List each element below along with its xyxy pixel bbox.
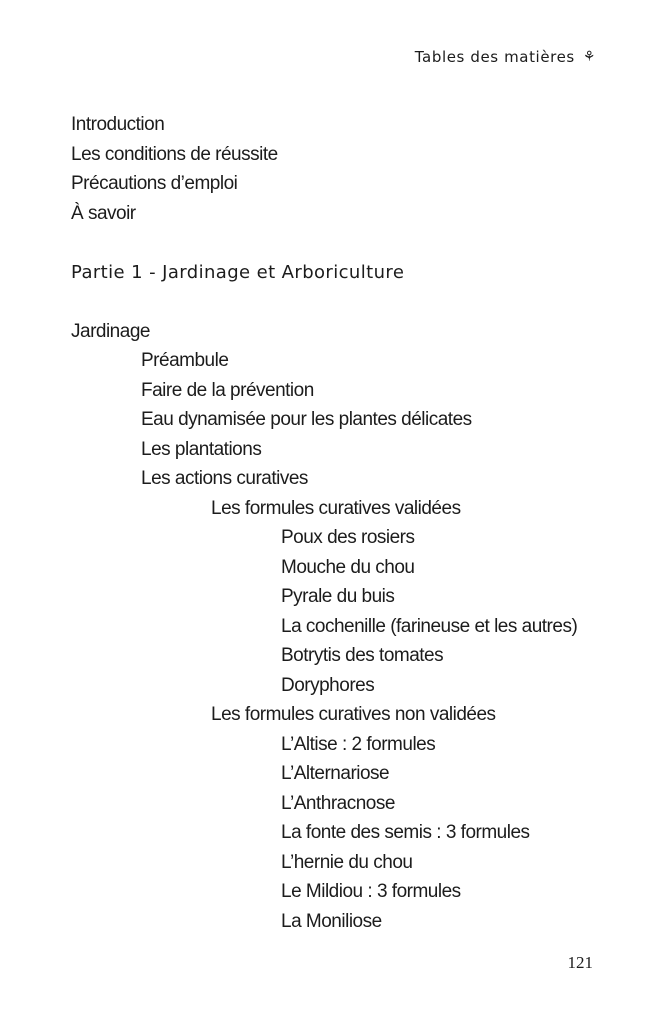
toc-entry-fonte-semis: La fonte des semis : 3 formules xyxy=(281,822,530,843)
running-header-title: Tables des matières xyxy=(414,48,575,66)
toc-entry-hernie-chou: L’hernie du chou xyxy=(281,851,413,873)
leaf-ornament-icon: ⚘ xyxy=(582,49,596,65)
toc-entry-cochenille: La cochenille (farineuse et les autres) xyxy=(281,615,578,637)
toc-entry-eau-dynamisee: Eau dynamisée pour les plantes délicates xyxy=(141,409,472,430)
table-of-contents xyxy=(71,110,611,936)
toc-entry-moniliose: La Moniliose xyxy=(281,910,382,932)
toc-entry-introduction: Introduction xyxy=(71,114,165,135)
toc-entry-botrytis: Botrytis des tomates xyxy=(281,645,444,666)
toc-entry-alternariose: L’Alternariose xyxy=(281,763,390,784)
toc-subsection-not-validated: Les formules curatives non validées xyxy=(211,704,496,725)
page-number: 121 xyxy=(567,953,593,972)
toc-entry-prevention: Faire de la prévention xyxy=(141,379,314,401)
toc-subsection-validated: Les formules curatives validées xyxy=(211,497,461,519)
toc-entry-altise: L’Altise : 2 formules xyxy=(281,733,436,755)
toc-entry-plantations: Les plantations xyxy=(141,438,262,460)
toc-section-jardinage: Jardinage xyxy=(71,320,150,342)
toc-entry-preambule: Préambule xyxy=(141,350,229,371)
toc-entry-mildiou: Le Mildiou : 3 formules xyxy=(281,881,461,902)
toc-entry-anthracnose: L’Anthracnose xyxy=(281,792,395,814)
toc-entry-conditions: Les conditions de réussite xyxy=(71,143,278,165)
toc-entry-actions-curatives: Les actions curatives xyxy=(141,468,308,489)
toc-entry-precautions: Précautions d’emploi xyxy=(71,173,238,194)
toc-entry-a-savoir: À savoir xyxy=(71,202,136,224)
toc-spacer xyxy=(71,287,611,317)
toc-entry-doryphores: Doryphores xyxy=(281,674,375,696)
running-header xyxy=(415,48,596,66)
part-title: Partie 1 - Jardinage et Arboriculture xyxy=(71,261,405,283)
toc-spacer xyxy=(71,228,611,258)
toc-entry-poux-rosiers: Poux des rosiers xyxy=(281,527,415,548)
toc-entry-pyrale-buis: Pyrale du buis xyxy=(281,586,395,607)
toc-entry-mouche-chou: Mouche du chou xyxy=(281,556,415,578)
